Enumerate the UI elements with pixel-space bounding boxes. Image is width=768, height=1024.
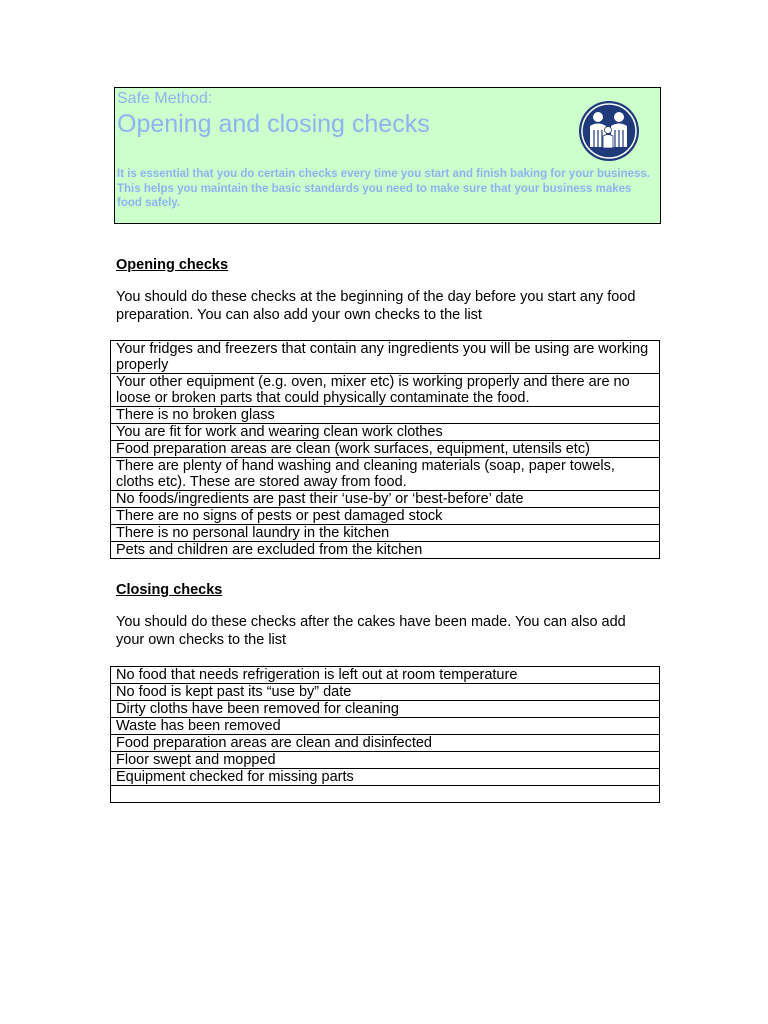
table-row: [111, 752, 660, 769]
empty-check-item: [111, 786, 660, 803]
table-row: [111, 424, 660, 441]
people-group-icon: [577, 100, 641, 162]
check-item: Your fridges and freezers that contain any ingredients you will be using are working properly: [111, 341, 660, 374]
check-item: There are plenty of hand washing and cleaning materials (soap, paper towels, cloths etc). These are stored away from food.: [111, 458, 660, 491]
opening-checks-heading: Opening checks: [116, 257, 229, 273]
check-item: Food preparation areas are clean and disinfected: [111, 735, 660, 752]
table-row: [111, 718, 660, 735]
opening-checks-intro: You should do these checks at the beginning of the day before you start any food preparation. You can also add your own checks to the list: [116, 289, 636, 323]
table-row: [111, 684, 660, 701]
safe-method-label: Safe Method:: [117, 90, 213, 107]
table-row: [111, 667, 660, 684]
table-row: [111, 491, 660, 508]
opening-checks-table: [110, 340, 660, 559]
table-row: [111, 341, 660, 374]
check-item: There is no broken glass: [111, 407, 660, 424]
table-row: [111, 508, 660, 525]
table-row: [111, 701, 660, 718]
check-item: Floor swept and mopped: [111, 752, 660, 769]
check-item: Dirty cloths have been removed for cleaning: [111, 701, 660, 718]
check-item: Pets and children are excluded from the kitchen: [111, 542, 660, 559]
check-item: Your other equipment (e.g. oven, mixer etc) is working properly and there are no loose or broken parts that could physically contaminate the food.: [111, 374, 660, 407]
check-item: No foods/ingredients are past their ‘use-by’ or ‘best-before’ date: [111, 491, 660, 508]
check-item: Equipment checked for missing parts: [111, 769, 660, 786]
table-row: [111, 407, 660, 424]
table-row: [111, 769, 660, 786]
table-row: [111, 735, 660, 752]
header-box: [114, 87, 661, 224]
check-item: Waste has been removed: [111, 718, 660, 735]
check-item: No food is kept past its “use by” date: [111, 684, 660, 701]
table-row: [111, 786, 660, 803]
table-row: [111, 458, 660, 491]
check-item: No food that needs refrigeration is left out at room temperature: [111, 667, 660, 684]
check-item: Food preparation areas are clean (work surfaces, equipment, utensils etc): [111, 441, 660, 458]
closing-checks-heading: Closing checks: [116, 582, 223, 598]
intro-text: It is essential that you do certain checks every time you start and finish baking for your business. This helps you maintain the basic standards you need to make sure that your business makes food safely.: [117, 168, 650, 209]
page-title: Opening and closing checks: [117, 110, 430, 138]
table-row: [111, 441, 660, 458]
check-item: You are fit for work and wearing clean work clothes: [111, 424, 660, 441]
table-row: [111, 374, 660, 407]
closing-checks-intro: You should do these checks after the cakes have been made. You can also add your own checks to the list: [116, 614, 626, 648]
check-item: There are no signs of pests or pest damaged stock: [111, 508, 660, 525]
table-row: [111, 525, 660, 542]
check-item: There is no personal laundry in the kitchen: [111, 525, 660, 542]
closing-checks-table: [110, 666, 660, 803]
table-row: [111, 542, 660, 559]
